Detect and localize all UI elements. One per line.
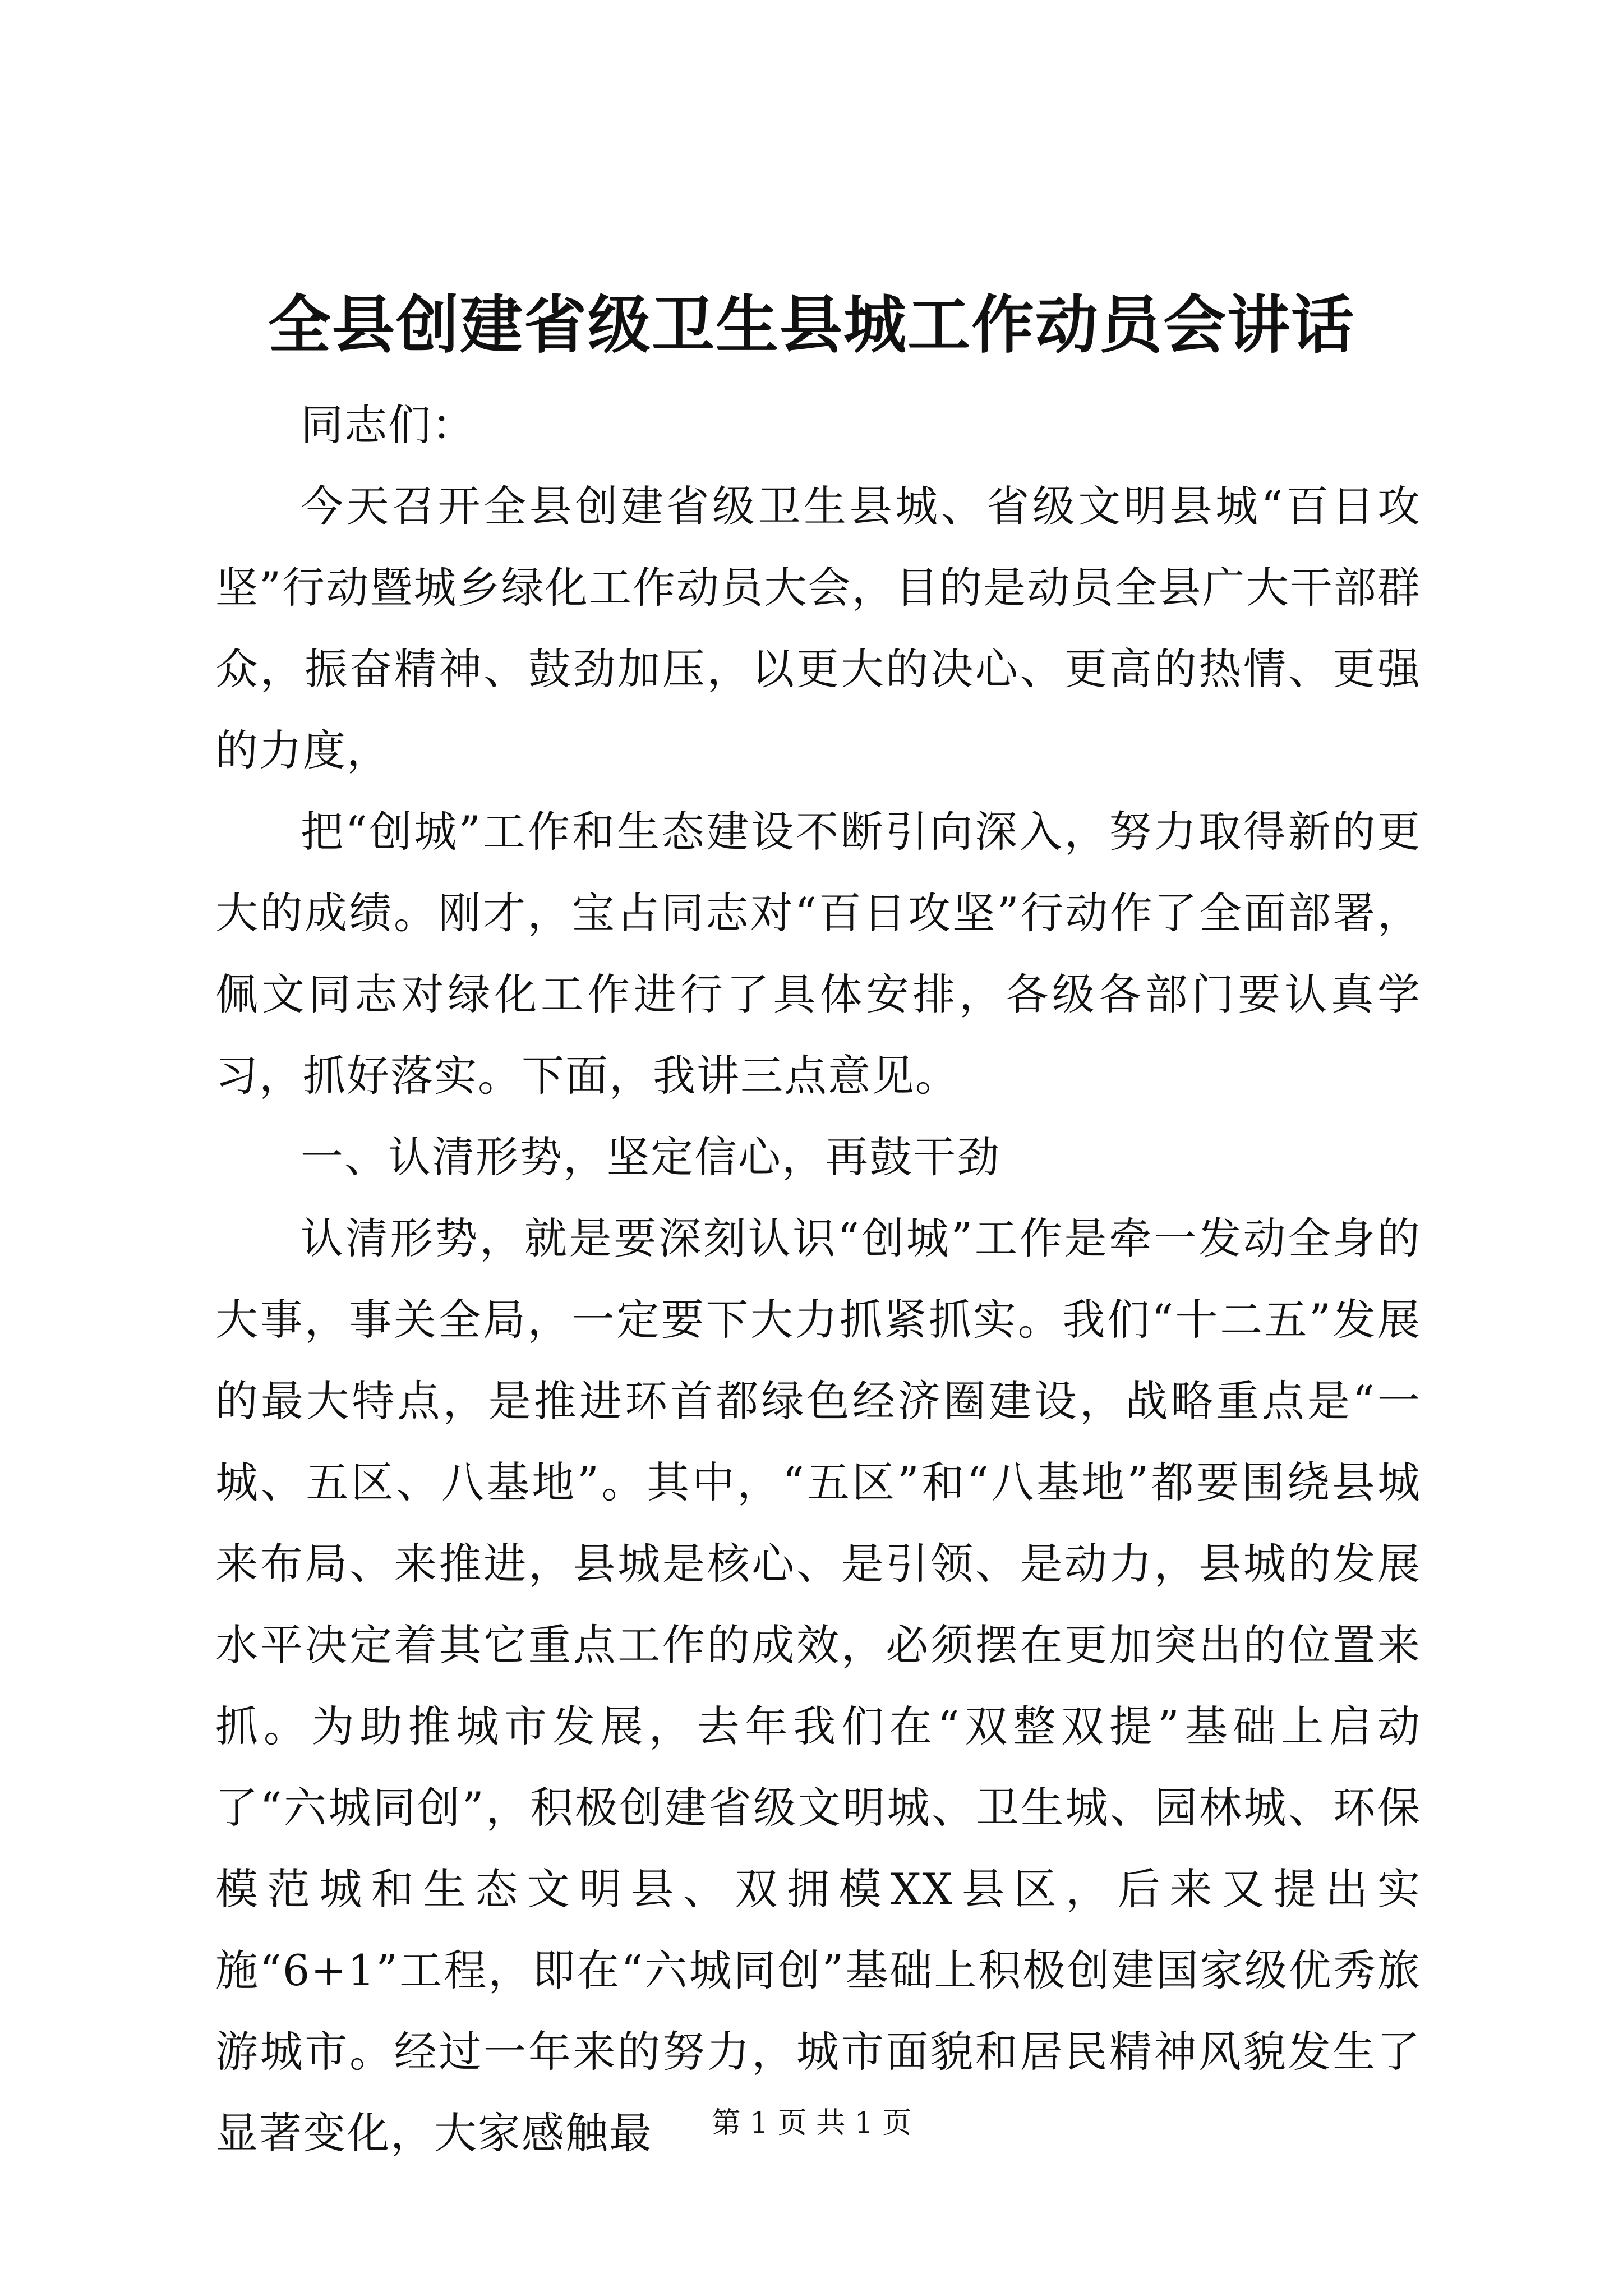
page-footer: 第 1 页 共 1 页: [711, 2106, 912, 2140]
document-body: [215, 384, 1421, 2174]
document-title: 全县创建省级卫生县城工作动员会讲话: [268, 288, 1355, 362]
section-paragraph: 认清形势，就是要深刻认识“创城”工作是牵一发动全身的大事，事关全局，一定要下大力抓紧抓实。我们“十二五”发展的最大特点，是推进环首都绿色经济圈建设，战略重点是“一城、五区、八基地”。其中，“五区”和“八基地”都要围绕县城来布局、来推进，县城是核心、是引领、是动力，县城的发展水平决定着其它重点工作的成效，必须摆在更加突出的位置来抓。为助推城市发展，去年我们在“双整双提”基础上启动了“六城同创”，积极创建省级文明城、卫生城、园林城、环保模范城和生态文明县、双拥模XX县区，后来又提出实施“6+1”工程，即在“六城同创”基础上积极创建国家级优秀旅游城市。经过一年来的努力，城市面貌和居民精神风貌发生了显著变化，大家感触最: [215, 1213, 1421, 2158]
paragraph-2: 把“创城”工作和生态建设不断引向深入，努力取得新的更大的成绩。刚才，宝占同志对“百日攻坚”行动作了全面部署，佩文同志对绿化工作进行了具体安排，各级各部门要认真学习，抓好落实。下面，我讲三点意见。: [215, 807, 1421, 1101]
salutation: 同志们：: [301, 400, 476, 450]
paragraph-1: 今天召开全县创建省级卫生县城、省级文明县城“百日攻坚”行动暨城乡绿化工作动员大会，目的是动员全县广大干部群众，振奋精神、鼓劲加压，以更大的决心、更高的热情、更强的力度，: [215, 481, 1421, 775]
section-heading: 一、认清形势，坚定信心，再鼓干劲: [301, 1132, 1000, 1182]
